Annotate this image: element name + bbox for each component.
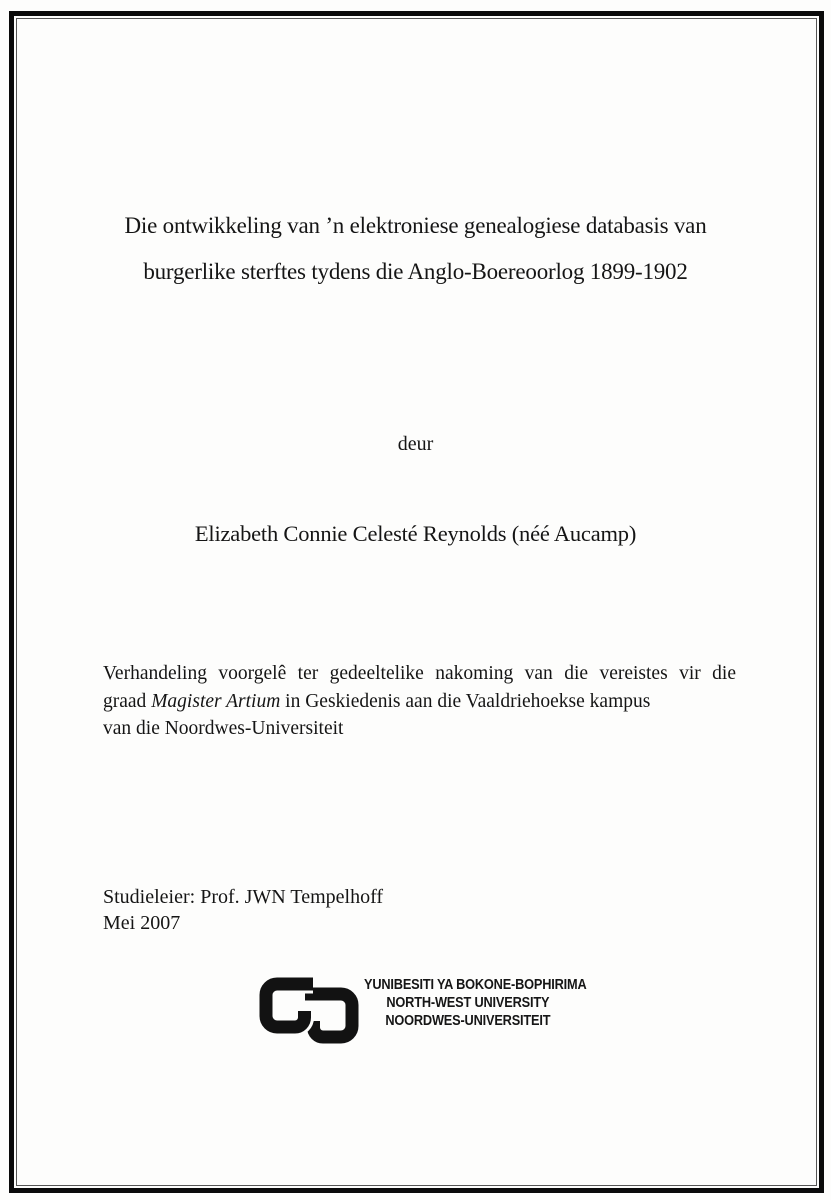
logo-line-setswana: YUNIBESITI YA BOKONE-BOPHIRIMA (364, 977, 587, 993)
statement-line-2-post: in Geskiedenis aan die Vaaldriehoekse kampus (280, 690, 651, 712)
degree-statement (103, 660, 736, 743)
byline-deur: deur (397, 433, 434, 455)
university-logo (256, 968, 600, 1052)
title-line-1: Die ontwikkeling van ’n elektroniese genealogiese databasis van (124, 213, 707, 238)
statement-line-2 (103, 688, 736, 716)
statement-line-2-pre: graad (103, 690, 152, 712)
supervisor-block (103, 884, 383, 936)
author-name: Elizabeth Connie Celesté Reynolds (néé Aucamp) (194, 521, 637, 546)
title-line-2: burgerlike sterftes tydens die Anglo-Boereoorlog 1899-1902 (143, 259, 688, 284)
statement-line-3: van die Noordwes-Universiteit (103, 718, 344, 739)
nwu-interlocked-links-icon (256, 968, 362, 1052)
statement-line-1: Verhandeling voorgelê ter gedeeltelike nakoming van die vereistes vir die (103, 663, 736, 684)
degree-name-italic: Magister Artium (151, 690, 281, 712)
logo-line-english: NORTH-WEST UNIVERSITY (386, 995, 550, 1011)
date-line: Mei 2007 (103, 912, 181, 934)
university-logo-text (364, 976, 587, 1030)
supervisor-line: Studieleier: Prof. JWN Tempelhoff (103, 886, 384, 908)
logo-line-afrikaans: NOORDWES-UNIVERSITEIT (385, 1013, 551, 1029)
thesis-title (50, 203, 781, 295)
